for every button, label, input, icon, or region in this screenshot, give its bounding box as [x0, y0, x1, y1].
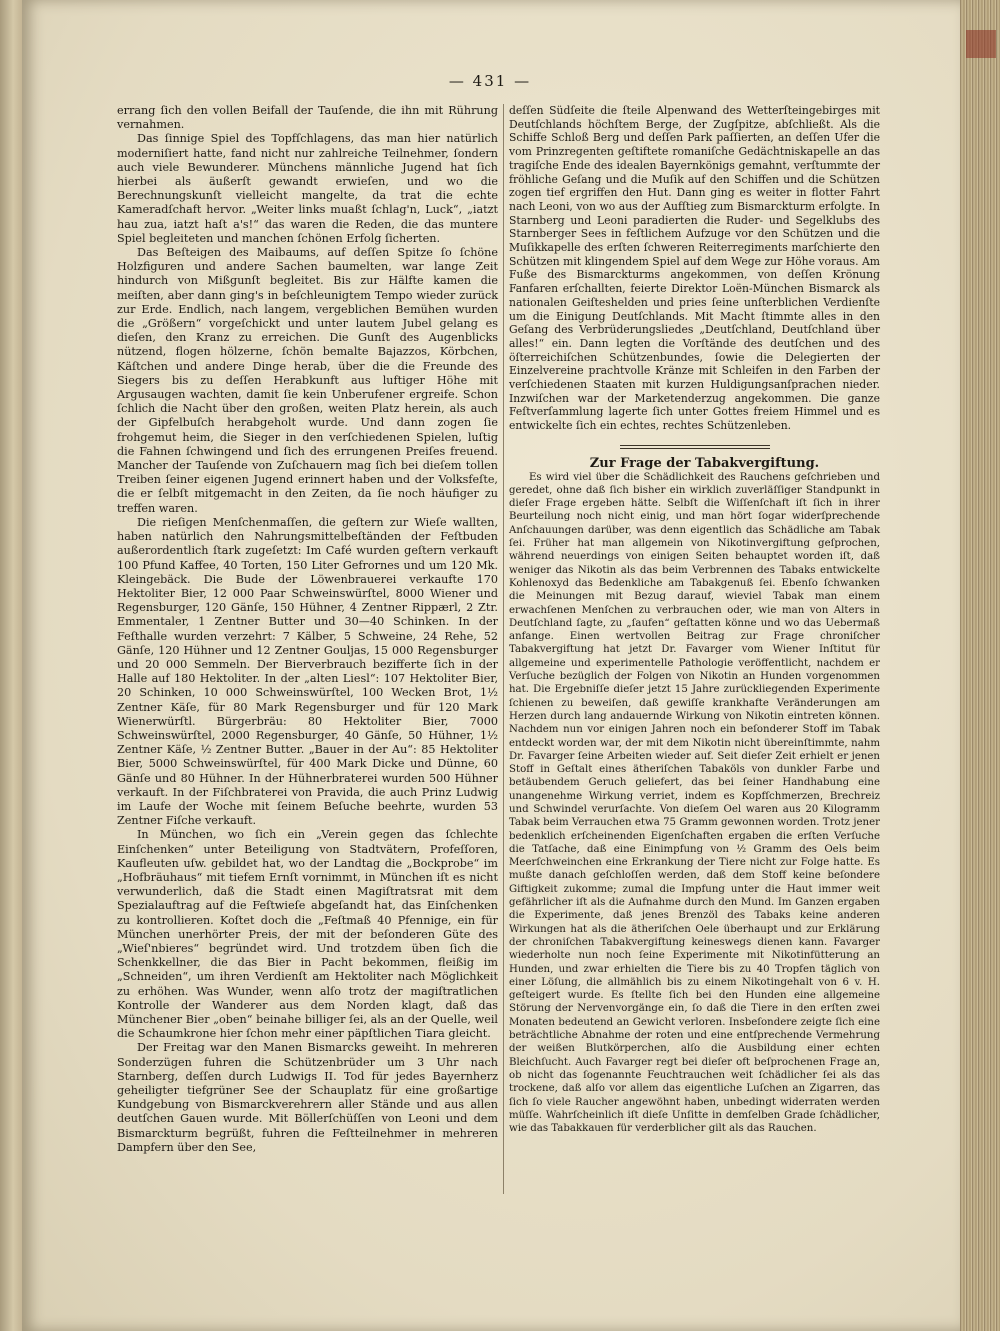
paragraph: In München, wo ſich ein „Verein gegen das ſchlechte Einſchenken“ unter Beteiligung von Stadtvätern, Profeſſoren, Kaufleuten uſw. gebildet hat, wo der Landtag die „Bockprobe“ im „Hofbräuhaus“ mit tiefem Ernſt vornimmt, in München iſt es nicht verwunderlich, daß die Stadt einen Magiſtratsrat mit dem Spezialauftrag auf die Feſtwieſe abgeſandt hat, das Einſchenken zu kontrollieren. Koſtet doch die „Feſtmaß 40 Pfennige, ein für München unerhörter Preis, der mit der beſonderen Güte des „Wieſ'nbieres“ begründet wird. Und trotzdem üben ſich die Schenkkellner, die das Bier in Pacht bekommen, fleißig im „Schneiden“, um ihren Verdienſt am Hektoliter nach Möglichkeit zu erhöhen. Was Wunder, wenn alſo trotz der magiſtratlichen Kontrolle der Wanderer aus dem Norden klagt, daß das Münchener Bier „oben“ beinahe billiger ſei, als an der Quelle, weil die Schaumkrone hier ſchon mehr einer päpſtlichen Tiara gleicht.: [117, 828, 498, 1041]
paragraph: Das ſinnige Spiel des Topfſchlagens, das man hier natürlich moderniſiert hatte, fand nicht nur zahlreiche Teilnehmer, ſondern auch viele Bewunderer. Münchens männliche Jugend hat ſich hierbei als äußerſt gewandt erwieſen, und wo die Berechnungskunſt vielleicht mangelte, da trat die echte Kameradſchaft hervor. „Weiter links muaßt ſchlag'n, Luck“, „iatzt hau zua, iatzt haſt a's!“ das waren die Reden, die das muntere Spiel begleiteten und manchen ſchönen Erfolg ſicherten.: [117, 132, 498, 245]
paragraph: Der Freitag war den Manen Bismarcks geweiht. In mehreren Sonderzügen fuhren die Schützenbrüder um 3 Uhr nach Starnberg, deſſen durch Ludwigs II. Tod für jedes Bayernherz geheiligter tiefgrüner See der Schauplatz für eine großartige Kundgebung von Bismarckverehrern aller Stände und aus allen deutſchen Gauen wurde. Mit Böllerſchüſſen von Leoni und dem Bismarckturm begrüßt, fuhren die Feſtteilnehmer in mehreren Dampfern über den See,: [117, 1041, 498, 1154]
paragraph: Die rieſigen Menſchenmaſſen, die geſtern zur Wieſe wallten, haben natürlich den Nahrungsmittelbeſtänden der Feſtbuden außerordentlich ſtark zugeſetzt: Im Café wurden geſtern verkauft 100 Pfund Kaffee, 40 Torten, 150 Liter Gefrornes und um 120 Mk. Kleingebäck. Die Bude der Löwenbrauerei verkaufte 170 Hektoliter Bier, 12 000 Paar Schweinswürſtel, 8000 Wiener und Regensburger, 120 Gänſe, 150 Hühner, 4 Zentner Rippærl, 2 Ztr. Emmentaler, 1 Zentner Butter und 30—40 Schinken. In der Feſthalle wurden verzehrt: 7 Kälber, 5 Schweine, 24 Rehe, 52 Gänſe, 120 Hühner und 12 Zentner Gouljas, 15 000 Regensburger und 20 000 Semmeln. Der Bierverbrauch bezifferte ſich in der Halle auf 180 Hektoliter. In der „alten Liesl“: 107 Hektoliter Bier, 20 Schinken, 10 000 Schweinswürſtel, 100 Wecken Brot, 1½ Zentner Käſe, für 80 Mark Regensburger und für 120 Mark Wienerwürſtl. Bürgerbräu: 80 Hektoliter Bier, 7000 Schweinswürſtel, 2000 Regensburger, 40 Gänſe, 50 Hühner, 1½ Zentner Käſe, ½ Zentner Butter. „Bauer in der Au“: 85 Hektoliter Bier, 5000 Schweinswürſtel, für 400 Mark Dicke und Dünne, 60 Gänſe und 80 Hühner. In der Hühnerbraterei wurden 500 Hühner verkauft. In der Fiſchbraterei von Pravida, die auch Prinz Ludwig im Laufe der Woche mit ſeinem Beſuche beehrte, wurden 53 Zentner Fiſche verkauft.: [117, 515, 498, 828]
paragraph: deſſen Südſeite die ſteile Alpenwand des Wetterſteingebirges mit Deutſchlands höchſtem Berge, der Zugſpitze, abſchließt. Als die Schiffe Schloß Berg und deſſen Park paſſierten, an deſſen Ufer die vom Prinzregenten geſtiftete romaniſche Gedächtniskapelle an das tragiſche Ende des idealen Bayernkönigs gemahnt, verſtummte der fröhliche Geſang und die Muſik auf den Schiffen und die Schützen zogen tief ergriffen den Hut. Dann ging es weiter in flotter Fahrt nach Leoni, von wo aus der Aufſtieg zum Bismarckturm erfolgte. In Starnberg und Leoni paradierten die Ruder- und Segelklubs des Starnberger Sees in feſtlichem Aufzuge vor den Schützen und die Muſikkapelle des erſten ſchweren Reiterregiments marſchierte den Schützen mit klingendem Spiel auf dem Wege zur Höhe voraus. Am Fuße des Bismarckturms angekommen, von deſſen Krönung Fanfaren erſchallten, feierte Direktor Loën-München Bismarck als nationalen Geiſteshelden und pries ſeine unſterblichen Verdienſte um die Einigung Deutſchlands. Mit Macht ſtimmte alles in den Geſang des Verbrüderungsliedes „Deutſchland, Deutſchland über alles!“ ein. Dann legten die Vorſtände des deutſchen und des öſterreichiſchen Schützenbundes, ſowie die Delegierten der Einzelvereine prachtvolle Kränze mit Schleifen in den Farben der verſchiedenen Staaten mit kurzen Huldigungsanſprachen nieder. Inzwiſchen war der Marketenderzug angekommen. Die ganze Feſtverſammlung lagerte ſich unter Gottes freiem Himmel und es entwickelte ſich ein echtes, rechtes Schützenleben.: [509, 104, 880, 433]
book-page-edges: [960, 0, 1000, 1331]
facing-page-edge: [0, 0, 22, 1331]
left-column: [117, 104, 498, 1155]
paragraph: errang ſich den vollen Beifall der Tauſende, die ihn mit Rührung vernahmen.: [117, 104, 498, 132]
article-body: [509, 471, 880, 1136]
paragraph: Das Beſteigen des Maibaums, auf deſſen Spitze ſo ſchöne Holzfiguren und andere Sachen baumelten, war lange Zeit hindurch von Mißgunſt begleitet. Bis zur Hälfte kamen die meiſten, aber dann ging's in beſchleunigtem Tempo wieder zurück zur Erde. Endlich, nach langem, vergeblichen Bemühen wurden die „Größern“ vorgeſchickt und unter lautem Jubel gelang es dieſen, den Kranz zu erreichen. Die Gunſt des Augenblicks nützend, flogen hölzerne, ſchön bemalte Bajazzos, Körbchen, Käſtchen und andere Dinge herab, über die die Freunde des Siegers bis zu deſſen Herabkunft aus luftiger Höhe mit Argusaugen wachten, damit ſie kein Unberufener ergreife. Schon ſchlich die Nacht über den großen, weiten Platz herein, als auch der Gipfelbuſch herabgeholt wurde. Und dann zogen ſie frohgemut heim, die Sieger in den verſchiedenen Spielen, luſtig die Fahnen ſchwingend und ſich des errungenen Preiſes freuend. Mancher der Tauſende von Zuſchauern mag ſich bei dieſem tollen Treiben ſeiner eigenen Jugend erinnert haben und der Volksfeſte, die er ſelbſt mitgemacht in den Zeiten, da ſie noch häufiger zu treffen waren.: [117, 246, 498, 515]
right-column: [509, 104, 880, 1135]
article-title: Zur Frage der Tabakvergiftung.: [589, 455, 820, 471]
column-rule: [503, 104, 504, 1194]
section-divider: [620, 445, 770, 449]
paragraph: Es wird viel über die Schädlichkeit des Rauchens geſchrieben und geredet, ohne daß ſich bisher ein wirklich zuverläſſiger Standpunkt in dieſer Frage ergeben hätte. Selbſt die Wiſſenſchaft iſt ſich in ihrer Beurteilung noch nicht einig, und man hört ſogar widerſprechende Anſchauungen darüber, was denn eigentlich das Schädliche am Tabak ſei. Früher hat man allgemein von Nikotinvergiftung geſprochen, während neuerdings von einigen Seiten behauptet worden iſt, daß weniger das Nikotin als das beim Verbrennen des Tabaks entwickelte Kohlenoxyd das Bedenkliche am Tabakgenuß ſei. Ebenſo ſchwanken die Meinungen mit Bezug darauf, wieviel Tabak man einem erwachſenen Menſchen zu verbrauchen oder, wie man von Alters in Deutſchland ſagte, zu „ſaufen“ geſtatten könne und wo das Uebermaß anfange. Einen wertvollen Beitrag zur Frage chroniſcher Tabakvergiftung hat jetzt Dr. Favarger vom Wiener Inſtitut für allgemeine und experimentelle Pathologie veröffentlicht, nachdem er Verſuche bezüglich der Folgen von Nikotin an Hunden vorgenommen hat. Die Ergebniſſe dieſer jetzt 15 Jahre zurückliegenden Experimente ſchienen zu beweiſen, daß gewiſſe krankhafte Veränderungen am Herzen durch lang andauernde Wirkung von Nikotin eintreten können. Nachdem nun vor einigen Jahren noch ein beſonderer Stoff im Tabak entdeckt worden war, der mit dem Nikotin nicht übereinſtimmte, nahm Dr. Favarger ſeine Arbeiten wieder auf. Seit dieſer Zeit erhielt er jenen Stoff in Geſtalt eines ätheriſchen Tabaköls von dunkler Farbe und betäubendem Geruch geliefert, das bei ſeiner Handhabung eine unangenehme Wirkung verriet, indem es Kopfſchmerzen, Brechreiz und Schwindel verurſachte. Von dieſem Oel waren aus 20 Kilogramm Tabak beim Verrauchen etwa 75 Gramm gewonnen worden. Trotz jener bedenklich erſcheinenden Eigenſchaften ergaben die erſten Verſuche die Tatſache, daß eine Einimpfung von ½ Gramm des Oels beim Meerſchweinchen eine Erkrankung der Tiere nicht zur Folge hatte. Es mußte danach geſchloſſen werden, daß dem Stoff keine beſondere Giftigkeit zukomme; zumal die Impfung unter die Haut immer weit gefährlicher iſt als die Aufnahme durch den Mund. Im Ganzen ergaben die Experimente, daß jenes Brenzöl des Tabaks keine anderen Wirkungen hat als die ätheriſchen Oele überhaupt und zur Erklärung der chroniſchen Tabakvergiftung keineswegs dienen kann. Favarger wiederholte nun noch ſeine Experimente mit Nikotinfütterung an Hunden, und zwar erhielten die Tiere bis zu 40 Tropfen täglich von einer Löſung, die allmählich bis zu einem Nikotingehalt von 6 v. H. geſteigert wurde. Es ſtellte ſich bei den Hunden eine allgemeine Störung der Nervenvorgänge ein, ſo daß die Tiere in den erſten zwei Monaten bedeutend an Gewicht verloren. Insbeſondere zeigte ſich eine beträchtliche Abnahme der roten und eine entſprechende Vermehrung der weißen Blutkörperchen, alſo die Ausbildung einer echten Bleichſucht. Auch Favarger regt bei dieſer oft beſprochenen Frage an, ob nicht das ſogenannte Feuchtrauchen weit ſchädlicher ſei als das trockene, daß alſo vor allem das eigentliche Luſchen an Zigarren, das ſich ſo viele Raucher angewöhnt haben, unbedingt widerraten werden müſſe. Wahrſcheinlich iſt dieſe Unſitte in demſelben Grade ſchädlicher, wie das Tabakkauen für verderblicher gilt als das Rauchen.: [509, 471, 880, 1135]
page-number: — 431 —: [448, 72, 532, 90]
